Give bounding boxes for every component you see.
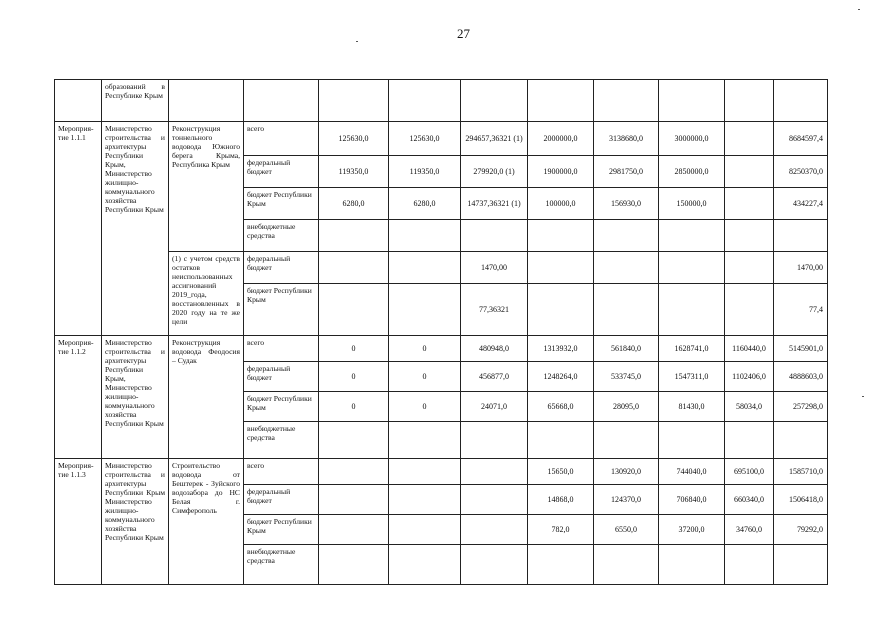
amount-cell — [461, 545, 528, 585]
amount-cell: 5145901,0 — [774, 336, 828, 362]
amount-cell — [528, 284, 594, 336]
funding-source-label: всего — [244, 459, 319, 485]
amount-cell — [319, 459, 389, 485]
amount-cell — [461, 220, 528, 252]
amount-cell: 119350,0 — [389, 156, 461, 188]
amount-cell: 24071,0 — [461, 392, 528, 422]
table-row — [55, 252, 828, 284]
funding-source-label: всего — [244, 336, 319, 362]
scan-speck — [858, 9, 860, 10]
amount-cell: 660340,0 — [725, 485, 774, 515]
amount-cell — [594, 284, 659, 336]
amount-cell: 0 — [319, 362, 389, 392]
amount-cell: 744040,0 — [659, 459, 725, 485]
amount-cell: 2981750,0 — [594, 156, 659, 188]
amount-cell — [659, 422, 725, 459]
funding-source-label: федеральный бюджет — [244, 156, 319, 188]
amount-cell: 124370,0 — [594, 485, 659, 515]
measure-code: Мероприя-тие 1.1.3 — [55, 459, 102, 585]
amount-cell — [725, 220, 774, 252]
funding-source-label: внебюджетные средства — [244, 545, 319, 585]
funding-source-label: бюджет Республики Крым — [244, 392, 319, 422]
measure-code: Мероприя-тие 1.1.2 — [55, 336, 102, 459]
amount-cell — [319, 220, 389, 252]
amount-cell: 125630,0 — [319, 122, 389, 156]
amount-cell — [461, 422, 528, 459]
amount-cell: 3000000,0 — [659, 122, 725, 156]
amount-cell: 1585710,0 — [774, 459, 828, 485]
table-row — [55, 336, 828, 362]
funding-source-label: федеральный бюджет — [244, 252, 319, 284]
amount-cell — [389, 485, 461, 515]
amount-cell — [774, 545, 828, 585]
amount-cell: 100000,0 — [528, 188, 594, 220]
amount-cell: 782,0 — [528, 515, 594, 545]
amount-cell: 65668,0 — [528, 392, 594, 422]
amount-cell — [389, 459, 461, 485]
amount-cell: 6280,0 — [319, 188, 389, 220]
amount-cell: 706840,0 — [659, 485, 725, 515]
amount-cell: 695100,0 — [725, 459, 774, 485]
amount-cell: 8684597,4 — [774, 122, 828, 156]
amount-cell: 8250370,0 — [774, 156, 828, 188]
amount-cell: 28095,0 — [594, 392, 659, 422]
measure-code: Мероприя-тие 1.1.1 — [55, 122, 102, 336]
amount-cell — [528, 545, 594, 585]
amount-cell: 533745,0 — [594, 362, 659, 392]
amount-cell — [389, 252, 461, 284]
amount-cell — [528, 220, 594, 252]
funding-source-label: бюджет Республики Крым — [244, 515, 319, 545]
amount-cell — [319, 422, 389, 459]
table-row — [55, 459, 828, 485]
amount-cell — [528, 252, 594, 284]
amount-cell — [725, 252, 774, 284]
amount-cell — [725, 545, 774, 585]
amount-cell: 3138680,0 — [594, 122, 659, 156]
amount-cell: 119350,0 — [319, 156, 389, 188]
amount-cell: 77,4 — [774, 284, 828, 336]
amount-cell: 561840,0 — [594, 336, 659, 362]
funding-source-label: федеральный бюджет — [244, 485, 319, 515]
amount-cell: 257298,0 — [774, 392, 828, 422]
amount-cell — [319, 515, 389, 545]
footnote-text: (1) с учетом средств остатков неиспользованных ассигнований 2019_года, восстановленных в 2020 году на те же цели — [169, 252, 244, 336]
scan-speck — [356, 41, 358, 42]
amount-cell: 2850000,0 — [659, 156, 725, 188]
amount-cell: 37200,0 — [659, 515, 725, 545]
amount-cell — [659, 252, 725, 284]
amount-cell — [594, 545, 659, 585]
amount-cell: 294657,36321 (1) — [461, 122, 528, 156]
amount-cell — [594, 252, 659, 284]
amount-cell: 6550,0 — [594, 515, 659, 545]
page-number: 27 — [457, 26, 470, 41]
amount-cell: 1102406,0 — [725, 362, 774, 392]
amount-cell — [725, 122, 774, 156]
amount-cell: 1547311,0 — [659, 362, 725, 392]
amount-cell: 1470,00 — [461, 252, 528, 284]
amount-cell: 34760,0 — [725, 515, 774, 545]
funding-source-label: всего — [244, 122, 319, 156]
funding-source-label: внебюджетные средства — [244, 422, 319, 459]
measure-title: Реконструкция водовода Феодосия – Судак — [169, 336, 244, 459]
amount-cell: 0 — [319, 336, 389, 362]
measure-title: Реконструкция тоннельного водовода Южного берега Крыма, Республика Крым — [169, 122, 244, 252]
amount-cell — [528, 422, 594, 459]
funding-source-label: внебюджетные средства — [244, 220, 319, 252]
amount-cell — [725, 156, 774, 188]
amount-cell — [389, 545, 461, 585]
amount-cell: 1470,00 — [774, 252, 828, 284]
amount-cell — [594, 220, 659, 252]
table-row — [55, 122, 828, 156]
scan-speck — [862, 396, 864, 397]
org-cell: образований в Республике Крым — [102, 80, 169, 122]
funding-source-label: бюджет Республики Крым — [244, 284, 319, 336]
amount-cell: 0 — [389, 336, 461, 362]
org-cell: Министерство строительства и архитектуры Республики Крым Министерство жилищно-коммунального хозяйства Республики Крым — [102, 459, 169, 585]
amount-cell — [461, 485, 528, 515]
amount-cell: 14737,36321 (1) — [461, 188, 528, 220]
amount-cell: 1313932,0 — [528, 336, 594, 362]
amount-cell: 1900000,0 — [528, 156, 594, 188]
amount-cell: 6280,0 — [389, 188, 461, 220]
amount-cell — [319, 284, 389, 336]
amount-cell: 1506418,0 — [774, 485, 828, 515]
amount-cell — [774, 422, 828, 459]
amount-cell — [389, 515, 461, 545]
org-cell: Министерство строительства и архитектуры Республики Крым, Министерство жилищно-коммунального хозяйства Республики Крым — [102, 122, 169, 336]
amount-cell: 130920,0 — [594, 459, 659, 485]
amount-cell: 125630,0 — [389, 122, 461, 156]
amount-cell: 4888603,0 — [774, 362, 828, 392]
measure-title: Строительство водовода от Бештерек - Зуйского водозабора до НС Белая г. Симферополь — [169, 459, 244, 585]
amount-cell — [319, 545, 389, 585]
amount-cell: 480948,0 — [461, 336, 528, 362]
amount-cell: 1160440,0 — [725, 336, 774, 362]
amount-cell: 79292,0 — [774, 515, 828, 545]
amount-cell: 279920,0 (1) — [461, 156, 528, 188]
amount-cell — [389, 284, 461, 336]
amount-cell: 156930,0 — [594, 188, 659, 220]
amount-cell — [389, 422, 461, 459]
amount-cell: 15650,0 — [528, 459, 594, 485]
amount-cell — [725, 284, 774, 336]
amount-cell: 14868,0 — [528, 485, 594, 515]
budget-table — [54, 79, 828, 585]
amount-cell — [319, 485, 389, 515]
funding-source-label: бюджет Республики Крым — [244, 188, 319, 220]
amount-cell — [659, 284, 725, 336]
amount-cell — [659, 545, 725, 585]
amount-cell — [725, 422, 774, 459]
amount-cell — [725, 188, 774, 220]
amount-cell — [461, 515, 528, 545]
funding-source-label: федеральный бюджет — [244, 362, 319, 392]
amount-cell — [594, 422, 659, 459]
org-cell: Министерство строительства и архитектуры Республики Крым, Министерство жилищно-коммунального хозяйства Республики Крым — [102, 336, 169, 459]
amount-cell — [659, 220, 725, 252]
amount-cell — [461, 459, 528, 485]
amount-cell: 434227,4 — [774, 188, 828, 220]
amount-cell — [389, 220, 461, 252]
amount-cell: 1248264,0 — [528, 362, 594, 392]
amount-cell: 81430,0 — [659, 392, 725, 422]
amount-cell: 2000000,0 — [528, 122, 594, 156]
amount-cell: 0 — [389, 392, 461, 422]
amount-cell: 0 — [389, 362, 461, 392]
amount-cell: 1628741,0 — [659, 336, 725, 362]
continuation-row — [55, 80, 828, 122]
amount-cell: 456877,0 — [461, 362, 528, 392]
amount-cell: 58034,0 — [725, 392, 774, 422]
amount-cell: 0 — [319, 392, 389, 422]
amount-cell — [774, 220, 828, 252]
amount-cell: 150000,0 — [659, 188, 725, 220]
amount-cell — [319, 252, 389, 284]
amount-cell: 77,36321 — [461, 284, 528, 336]
